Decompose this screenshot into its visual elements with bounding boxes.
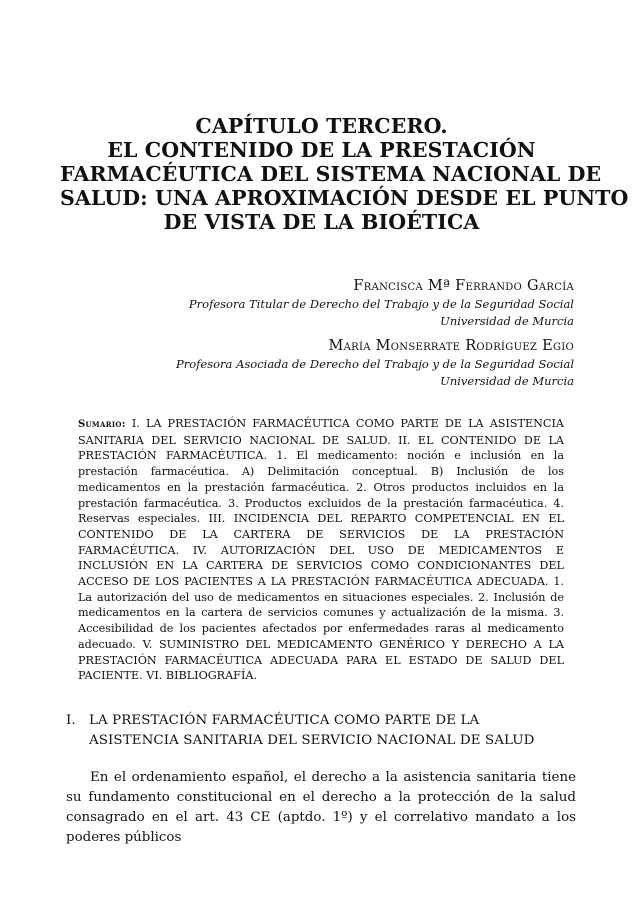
summary-label: Sumario:: [78, 419, 126, 430]
author-institution: Universidad de Murcia: [440, 314, 574, 328]
author-list: [176, 276, 574, 390]
summary-block: [78, 416, 564, 684]
section-heading: [66, 711, 576, 751]
author-position: Profesora Titular de Derecho del Trabajo y de la Seguridad Social: [188, 297, 574, 311]
section-heading-line: LA PRESTACIÓN FARMACÉUTICA COMO PARTE DE LA: [89, 713, 480, 728]
summary-text: I. LA PRESTACIÓN FARMACÉUTICA COMO PARTE DE LA ASISTENCIA SANITARIA DEL SERVICIO NACIONAL DE SALUD. II. EL CONTENIDO DE LA PRESTACIÓN FARMACÉUTICA. 1. El medicamento: noción e inclusión en la prestación farmacéutica. A) Delimitación conceptual. B) Inclusión de los medicamentos en la prestación farmacéutica. 2. Otros productos incluidos en la prestación farmacéutica. 3. Productos excluidos de la prestación farmacéutica. 4. Reservas especiales. III. INCIDENCIA DEL REPARTO COMPETENCIAL EN EL CONTENIDO DE LA CARTERA DE SERVICIOS DE LA PRESTACIÓN FARMACÉUTICA. IV. AUTORIZACIÓN DEL USO DE MEDICAMENTOS E INCLUSIÓN EN LA CARTERA DE SERVICIOS COMO CONDICIONANTES DEL ACCESO DE LOS PACIENTES A LA PRESTACIÓN FARMACÉUTICA ADECUADA. 1. La autorización del uso de medicamentos en situaciones especiales. 2. Inclusión de medicamentos en la cartera de servicios comunes y actualización de la misma. 3. Accesibilidad de los pacientes afectados por enfermedades raras al medicamento adecuado. V. SUMINISTRO DEL MEDICAMENTO GENÉRICO Y DERECHO A LA PRESTACIÓN FARMACÉUTICA ADECUADA PARA EL ESTADO DE SALUD DEL PACIENTE. VI. BIBLIOGRAFÍA.: [78, 417, 564, 683]
author-name: Francisca Mª Ferrando García: [353, 278, 574, 294]
section-heading-line: ASISTENCIA SANITARIA DEL SERVICIO NACIONAL DE SALUD: [89, 733, 535, 748]
author-block: [176, 276, 574, 330]
body-paragraph: En el ordenamiento español, el derecho a la asistencia sanitaria tiene su fundamento constitucional en el derecho a la protección de la salud consagrado en el art. 43 CE (aptdo. 1º) y el correlativo mandato a los poderes públicos: [66, 770, 576, 845]
chapter-title-line: EL CONTENIDO DE LA PRESTACIÓN: [107, 138, 536, 162]
chapter-title-line: FARMACÉUTICA DEL SISTEMA NACIONAL DE: [60, 162, 602, 186]
section-heading-text: [66, 711, 576, 751]
section-number: I.: [66, 713, 76, 728]
author-institution: Universidad de Murcia: [440, 374, 574, 388]
chapter-title-line: DE VISTA DE LA BIOÉTICA: [163, 210, 480, 234]
author-name: María Monserrate Rodríguez Egio: [328, 338, 574, 354]
author-block: [176, 336, 574, 390]
author-position: Profesora Asociada de Derecho del Trabajo y de la Seguridad Social: [176, 357, 574, 371]
chapter-title: [60, 114, 629, 234]
chapter-title-line: SALUD: UNA APROXIMACIÓN DESDE EL PUNTO: [60, 186, 629, 210]
chapter-title-line: CAPÍTULO TERCERO.: [195, 114, 448, 138]
